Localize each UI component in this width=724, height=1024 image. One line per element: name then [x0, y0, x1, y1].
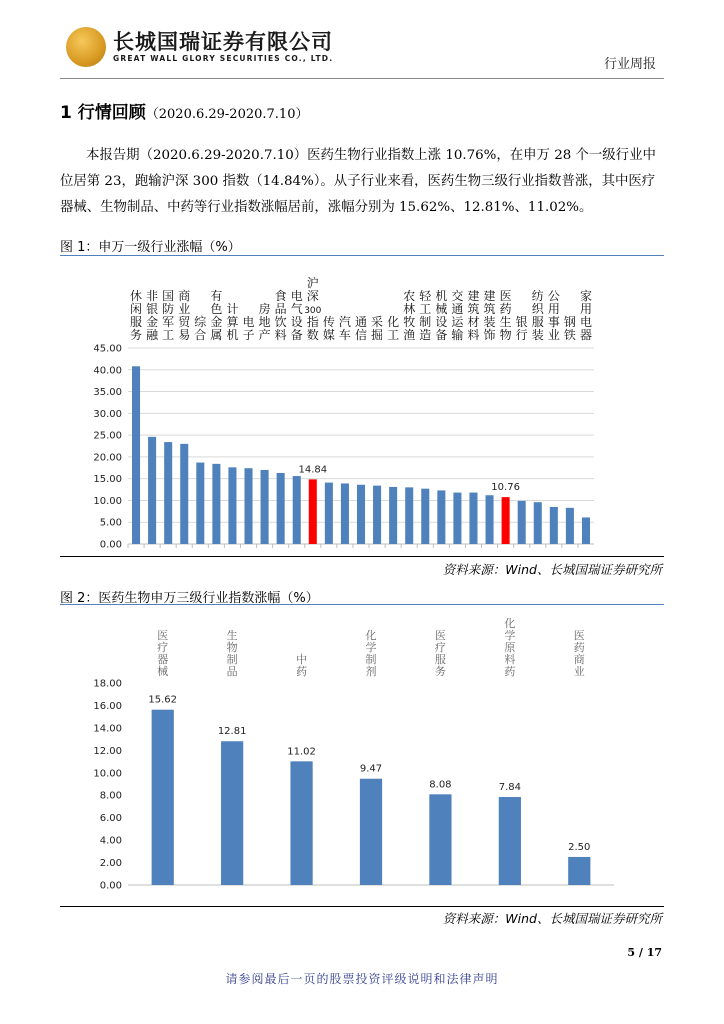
y-tick-label: 14.00: [93, 723, 122, 735]
company-name-en: GREAT WALL GLORY SECURITIES CO., LTD.: [113, 54, 334, 63]
data-label: 10.76: [491, 482, 520, 494]
category-label: 公用事业: [547, 289, 560, 342]
category-label: 采掘: [371, 315, 384, 342]
header-divider: [60, 78, 664, 79]
bar: [421, 489, 429, 544]
category-label: 房地产: [258, 302, 271, 342]
category-label: 家用电器: [579, 289, 592, 342]
category-label: 非银金融: [146, 289, 159, 342]
bar: [405, 487, 413, 544]
bar: [568, 857, 590, 885]
y-tick-label: 40.00: [93, 365, 122, 377]
bar: [290, 761, 312, 885]
bar: [221, 741, 243, 885]
category-label: 通信: [354, 315, 368, 342]
category-label: 电气设备: [290, 289, 303, 342]
y-tick-label: 0.00: [99, 880, 122, 892]
bar: [360, 779, 382, 885]
y-tick-label: 20.00: [93, 452, 122, 464]
category-label: 银行: [515, 315, 528, 342]
figure1-title: 图 1：申万一级行业涨幅（%）: [60, 240, 241, 255]
category-label: 综合: [194, 315, 207, 342]
category-label: 建筑材料: [467, 289, 480, 342]
category-label: 医疗服务: [434, 629, 446, 678]
body-paragraph: [60, 143, 664, 221]
category-label: 有色金属: [210, 289, 223, 342]
bar: [550, 507, 558, 544]
category-label: 农林牧渔: [403, 289, 416, 342]
category-label: 机械设备: [435, 289, 448, 342]
page-number: 5 / 17: [627, 946, 662, 959]
category-label: 汽车: [338, 315, 351, 342]
category-label: 食品饮料: [274, 289, 287, 342]
bar: [453, 493, 461, 544]
paragraph-text: 本报告期（2020.6.29-2020.7.10）医药生物行业指数上涨 10.76%，在申万 28 个一级行业中位居第 23，跑输沪深 300 指数（14.84%）。从子行业来看，医药生物三级行业指数普涨，其中医疗器械、生物制品、中药等行业指数涨幅居前，涨幅分别为 15.62%、12.81%、11.02%。: [60, 148, 656, 215]
y-tick-label: 10.00: [93, 495, 122, 507]
data-label: 2.50: [568, 841, 591, 853]
bar: [534, 502, 542, 544]
figure2-source: 资料来源：Wind、长城国瑞证券研究所: [442, 911, 662, 926]
figure1-source: 资料来源：Wind、长城国瑞证券研究所: [442, 562, 662, 577]
category-label: 纺织服装: [531, 289, 544, 342]
bar: [389, 487, 397, 544]
y-tick-label: 8.00: [99, 790, 122, 802]
bar: [429, 794, 451, 885]
category-label: 医药商业: [573, 629, 585, 678]
y-tick-label: 5.00: [99, 517, 122, 529]
y-tick-label: 35.00: [93, 387, 122, 399]
category-label: 生物制品: [226, 629, 238, 678]
bar: [245, 468, 253, 544]
data-label: 8.08: [429, 779, 452, 791]
y-tick-label: 6.00: [99, 813, 122, 825]
category-label: 交通运输: [451, 289, 464, 342]
bar: [132, 366, 140, 544]
category-label: 医疗器械: [157, 629, 169, 678]
bar: [212, 464, 220, 544]
y-tick-label: 0.00: [99, 539, 122, 551]
y-tick-label: 30.00: [93, 408, 122, 420]
data-label: 11.02: [287, 746, 316, 758]
figure1-chart: [60, 256, 664, 556]
data-label: 15.62: [148, 694, 178, 706]
figure2-title-rule: [60, 604, 664, 605]
section-title-text: 1 行情回顾: [60, 103, 146, 123]
section-date-range: （2020.6.29-2020.7.10）: [145, 107, 309, 122]
page-header: [0, 0, 724, 86]
bar: [325, 483, 333, 544]
category-label: 化学原料药: [504, 617, 516, 678]
figure2-chart: [60, 606, 664, 906]
category-label: 传媒: [322, 315, 335, 342]
category-label: 化工: [387, 315, 400, 342]
figure1-bottom-rule: [60, 556, 664, 557]
bar: [373, 486, 381, 544]
y-tick-label: 45.00: [93, 343, 122, 355]
category-label: 计算机: [226, 302, 239, 342]
category-label: 钢铁: [563, 315, 576, 342]
category-label: 医药生物: [499, 289, 512, 342]
bar: [309, 479, 317, 544]
category-label: 电子: [242, 315, 255, 342]
y-tick-label: 10.00: [93, 768, 122, 780]
company-logo-icon: [66, 27, 106, 67]
bar: [437, 490, 445, 544]
bar: [152, 710, 174, 885]
figure2-title: 图 2：医药生物申万三级行业指数涨幅（%）: [60, 591, 319, 606]
bar: [341, 483, 349, 544]
y-tick-label: 25.00: [93, 430, 122, 442]
y-tick-label: 12.00: [93, 745, 122, 757]
figure2-bottom-rule: [60, 906, 664, 907]
y-tick-label: 16.00: [93, 700, 122, 712]
category-label: 化学制剂: [365, 629, 377, 678]
bar: [293, 476, 301, 544]
y-tick-label: 2.00: [99, 858, 122, 870]
bar: [261, 470, 269, 544]
bar: [499, 797, 521, 885]
bar: [196, 463, 204, 544]
bar: [486, 495, 494, 544]
bar: [582, 517, 590, 544]
bar: [518, 501, 526, 544]
footer-disclaimer: 请参阅最后一页的股票投资评级说明和法律声明: [225, 972, 499, 986]
bar: [502, 497, 510, 544]
y-tick-label: 15.00: [93, 474, 122, 486]
section-title: [60, 98, 308, 123]
data-label: 7.84: [498, 782, 521, 794]
data-label: 12.81: [217, 726, 247, 738]
category-label: 轻工制造: [419, 289, 432, 342]
category-label: 沪深 300 指数: [304, 276, 322, 342]
bar: [180, 444, 188, 544]
bar: [277, 473, 285, 544]
category-label: 中药: [296, 653, 308, 678]
category-label: 建筑装饰: [483, 289, 496, 342]
bar: [148, 437, 156, 544]
category-label: 商业贸易: [178, 289, 191, 342]
y-tick-label: 18.00: [93, 678, 122, 690]
y-tick-label: 4.00: [99, 835, 122, 847]
bar: [469, 493, 477, 544]
bar: [228, 467, 236, 544]
bar: [357, 485, 365, 544]
document-type: 行业周报: [603, 57, 656, 72]
bar: [164, 442, 172, 544]
data-label: 14.84: [298, 464, 328, 476]
category-label: 休闲服务: [130, 289, 143, 342]
category-label: 国防军工: [162, 289, 175, 342]
bar: [566, 508, 574, 544]
data-label: 9.47: [359, 763, 383, 775]
company-name-cn: 长城国瑞证券有限公司: [113, 30, 333, 54]
